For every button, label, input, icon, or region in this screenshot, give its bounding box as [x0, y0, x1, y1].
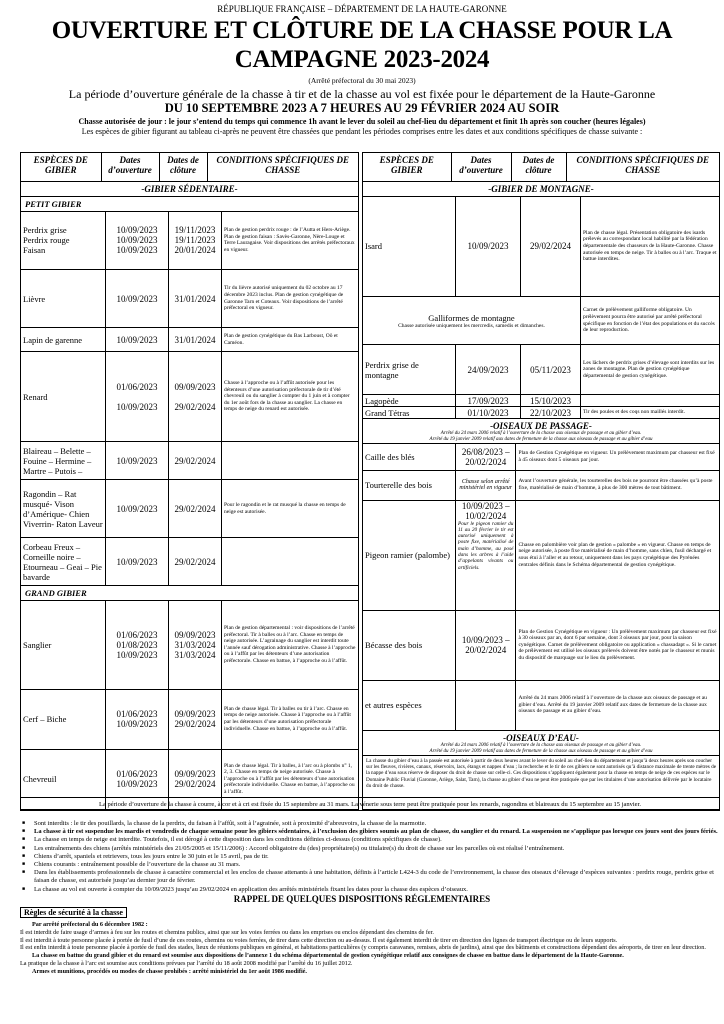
bullet-item: ■ Chiens courants : entraînement possible de l’ouverture de la chasse au 31 mars.	[22, 861, 722, 869]
table-row	[363, 297, 719, 345]
closing-date: 09/09/2023 29/02/2024	[169, 689, 222, 749]
closing-date: 29/02/2024	[169, 538, 222, 586]
grand-gibier-table	[21, 601, 358, 810]
section-eau: -OISEAUX D’EAU-	[503, 732, 579, 743]
conditions-cell: Plan de chasse légal. Présentation obligatoire des isards prélevés au correspondant local habilité par la fédération départementale des chasseurs de la Haute-Garonne. Chasse autorisée en temps de neige. Tir à balles ou à l’arc. Traque et battue interdites.	[581, 197, 720, 297]
intro-text: La période d’ouverture générale de la chasse à tir et de la chasse au vol est fixée pour le département de la Haute-Garonne	[68, 87, 656, 101]
montagne-table	[363, 197, 719, 420]
conditions-cell: Plan de gestion perdrix rouge : de l’Autta et Hers-Ariège. Plan de gestion faisan : Savès-Garonne, Nère-Louge et Terre Lauragaise. Voir dispositions des arrêtés préfectoraux en vigueur.	[222, 212, 359, 270]
period-dates: 10/09/2023 – 10/02/2024 Pour le pigeon ramier du 11 au 20 février le tir est autorisé uniquement à poste fixe, matérialisé de main d’homme, au posé dans les arbres à l’aide d’appelants vivants ou artificiels.	[456, 500, 516, 610]
conditions-cell: Plan de gestion départemental : voir dispositions de l’arrêté préfectoral. Tir à balles ou à l’arc. Chasse en temps de neige autorisée. L’agrainage du sanglier est interdit toute l’année sauf dérogation administrative. Chasse à l’approche ou à l’affût par les détenteurs d’une autorisation préfectorale. Chasse en battue, à l’approche ou à l’affût.	[222, 601, 359, 689]
conditions-cell: Avant l’ouverture générale, les tourterelles des bois ne pourront être chassées qu’à poste fixe, matérialisé de main d’homme, à plus de 300 mètres de tout bâtiment.	[516, 470, 719, 500]
petit-gibier-table	[21, 212, 358, 587]
col-conditions: CONDITIONS SPÉCIFIQUES DE CHASSE	[207, 153, 358, 181]
closing-date: 31/01/2024	[169, 328, 222, 352]
species-cell: Blaireau – Belette – Fouine – Hermine – Martre – Putois –	[21, 442, 106, 480]
pigeon-note: Pour le pigeon ramier du 11 au 20 février le tir est autorisé uniquement à poste fixe, matérialisé de main d’homme, au posé dans les arbres à l’aide d’appelants vivants ou artificiels.	[458, 520, 514, 571]
republic-line: RÉPUBLIQUE FRANÇAISE – DÉPARTEMENT DE LA HAUTE-GARONNE	[217, 4, 507, 14]
table-row	[21, 442, 358, 480]
rappel-heading: RAPPEL DE QUELQUES DISPOSITIONS RÉGLEMENTAIRES	[233, 894, 491, 904]
species-cell: Tourterelle des bois	[363, 470, 456, 500]
conditions-cell: Plan de Gestion Cynégétique en vigueur : Un prélèvement maximum par chasseur est fixé à 30 oiseaux par an, dont 6 par semaine, dont 3 oiseaux par jour, pour la saison cynégétique. Carnet de prélèvement obligatoire ou application « chassadapt ». Si le carnet de prélèvement est utilisé les oiseaux prélevés doivent être notés par le chasseur et munis du dispositif de marquage sur le lieu du prélèvement.	[516, 610, 719, 680]
period-dates: Chasse selon arrêté ministériel en vigueur	[456, 470, 516, 500]
period-dates	[456, 680, 516, 730]
opening-date: 10/09/2023	[106, 480, 169, 538]
species-cell: Caille des blés	[363, 444, 456, 470]
closing-date: 29/02/2024	[169, 480, 222, 538]
season-dates: DU 10 SEPTEMBRE 2023 A 7 HEURES AU 29 FÉVRIER 2024 AU SOIR	[164, 101, 560, 115]
opening-date: 10/09/2023	[456, 197, 521, 297]
species-cell: Perdrix grise de montagne	[363, 345, 456, 395]
table-row	[363, 444, 719, 470]
table-row	[21, 352, 358, 442]
opening-date: 24/09/2023	[456, 345, 521, 395]
table-row	[363, 407, 719, 419]
species-note: Les espèces de gibier figurant au tableau ci-après ne peuvent être chassées que pendant les périodes comprises entre les dates et aux conditions spécifiques de chasse suivante :	[81, 127, 643, 136]
closing-date: 19/11/2023 19/11/2023 20/01/2024	[169, 212, 222, 270]
main-title	[0, 16, 724, 74]
conditions-cell: Tir des poules et des coqs non maillés interdit.	[581, 407, 720, 419]
species-cell: Lapin de garenne	[21, 328, 106, 352]
table-row	[363, 345, 719, 395]
opening-date: 10/09/2023	[106, 538, 169, 586]
title-line-2: CAMPAGNE 2023-2024	[234, 46, 490, 73]
day-definition: Chasse autorisée de jour : le jour s’entend du temps qui commence 1h avant le lever du soleil au chef-lieu du département et finit 1h après son coucher (heures légales)	[78, 117, 646, 126]
closing-date: 09/09/2023 29/02/2024	[169, 749, 222, 809]
conditions-cell: Pour le ragondin et le rat musqué la chasse en temps de neige est autorisée.	[222, 480, 359, 538]
closing-date: 09/09/2023 31/03/2024 31/03/2024	[169, 601, 222, 689]
bullet-item: ■ La chasse à tir est suspendue les mardis et vendredis de chaque semaine pour les gibiers sédentaires, à l’exclusion des gibiers soumis au plan de chasse, du sanglier et du renard. La suspension ne s’applique pas lorsque ces jours sont des jours fériés.	[22, 828, 722, 836]
closing-date: 09/09/2023 29/02/2024	[169, 352, 222, 442]
bullet-list	[22, 820, 722, 894]
tables-area	[20, 152, 720, 810]
table-row	[363, 680, 719, 730]
species-cell: Ragondin – Rat musqué- Vison d’Amérique- Chien Viverrin- Raton Laveur	[21, 480, 106, 538]
section-montagne: -GIBIER DE MONTAGNE-	[363, 182, 719, 197]
section-passage: -OISEAUX DE PASSAGE-	[490, 421, 592, 431]
species-cell: Galliformes de montagne Chasse autorisée uniquement les mercredis, samedis et dimanches.	[363, 297, 581, 345]
table-row	[21, 328, 358, 352]
col-cloture-r: Dates de clôture	[511, 153, 566, 181]
conditions-cell	[222, 442, 359, 480]
section-petit-gibier: PETIT GIBIER	[21, 197, 358, 212]
section-grand-gibier: GRAND GIBIER	[21, 586, 358, 601]
species-cell: Pigeon ramier (palombe)	[363, 500, 456, 610]
opening-date: 01/06/2023 10/09/2023	[106, 689, 169, 749]
closing-date: 29/02/2024	[169, 442, 222, 480]
conditions-cell	[581, 395, 720, 407]
opening-date: 01/10/2023	[456, 407, 521, 419]
species-cell: Perdrix grise Perdrix rouge Faisan	[21, 212, 106, 270]
table-row	[363, 500, 719, 610]
galliformes-note: Chasse autorisée uniquement les mercredis, samedis et dimanches.	[398, 322, 545, 329]
conditions-cell: Tir du lièvre autorisé uniquement du 02 octobre au 17 décembre 2023 inclus. Plan de gestion cynégétique de Garonne Tarn et Coteaux. Voir dispositions de l’arrêté préfectoral en vigueur.	[222, 270, 359, 328]
opening-date: 01/06/2023 01/08/2023 10/09/2023	[106, 601, 169, 689]
closing-date: 05/11/2023	[521, 345, 581, 395]
table-row	[21, 270, 358, 328]
species-cell: Lagopède	[363, 395, 456, 407]
opening-date: 10/09/2023	[106, 270, 169, 328]
species-cell: Isard	[363, 197, 456, 297]
col-especes: ESPÈCES DE GIBIER	[21, 153, 101, 181]
conditions-cell: Chasse en palombière voir plan de gestion « palombe » en vigueur. Chasse en temps de neige autorisée, à poste fixe matérialisé de main d’homme, sans chien, fusil déchargé et sous étui à l’aller et au retour, uniquement dans les pays cynégétique des Pyrénées centrales définis dans le Schéma départemental de gestion cynégétique.	[516, 500, 719, 610]
bullet-item: ■ Chiens d’arrêt, spaniels et retrievers, tous les jours entre le 30 juin et le 15 avril, pas de tir.	[22, 853, 722, 861]
regle-line: Par arrêté préfectoral du 6 décembre 1982 :	[32, 921, 148, 928]
passage-note-2: Arrêté du 19 janvier 2009 relatif aux dates de fermeture de la chasse aux oiseaux de passage et au gibier d’eau	[363, 437, 719, 444]
closing-date: 29/02/2024	[521, 197, 581, 297]
closing-date: 22/10/2023	[521, 407, 581, 419]
col-ouverture: Dates d’ouverture	[101, 153, 159, 181]
eau-text: La chasse du gibier d’eau à la passée est autorisée à partir de deux heures avant le lever du soleil au chef-lieu du département et jusqu’à deux heures après son coucher sur les fleuves, rivières, canaux, réservoirs, lacs, étangs et nappes d’eau ; la recherche et le tir de ces gibiers ne sont autorisés qu’à distance maximale de trente mètres de la nappe d’eau sous réserve de disposer du droit de chasse sur celle-ci. Ces dispositions s’appliquent également pour la chasse en temps de neige de ces espèces sur le Domaine Public Fluvial (Garonne, Ariège, Salat, Tarn), la chasse au gibier d’eau ne peut être pratiquée que par les titulaires d’une autorisation délivrée par le locataire du droit de chasse.	[366, 757, 717, 790]
species-cell: et autres espèces	[363, 680, 456, 730]
col-cloture: Dates de clôture	[159, 153, 207, 181]
regle-line: La chasse en battue du grand gibier et du renard est soumise aux dispositions de l’annexe 1 du schéma départemental de gestion cynégétique relatif aux consignes de chasse en battue dans le département de la Haute-Garonne.	[32, 952, 624, 960]
species-cell: Chevreuil	[21, 749, 106, 809]
conditions-cell: Plan de chasse légal. Tir à balles ou tir à l’arc. Chasse en temps de neige autorisée. Chasse à l’approche ou à l’affût par les détenteurs d’une autorisation préfectorale individuelle. Chasse en battue, à l’approche ou à l’affût.	[222, 689, 359, 749]
regle-line: Il est interdit de faire usage d’armes à feu sur les routes et chemins publics, ainsi que sur les voies ferrées ou dans les emprises ou enclos dépendant des chemins de fer.	[20, 928, 434, 936]
table-row	[363, 197, 719, 297]
passage-note-1: Arrêté du 24 mars 2006 relatif à l’ouverture de la chasse aux oiseaux de passage et au gibier d’eau.	[440, 431, 642, 436]
decree-ref: (Arrêté préfectoral du 30 mai 2023)	[308, 76, 416, 85]
col-ouverture-r: Dates d’ouverture	[451, 153, 511, 181]
eau-note-2: Arrêté du 19 janvier 2009 relatif aux dates de fermeture de la chasse aux oiseaux de passage et au gibier d’eau	[363, 749, 719, 756]
regles-heading: Règles de sécurité à la chasse	[20, 907, 127, 918]
table-row	[363, 610, 719, 680]
species-cell: Bécasse des bois	[363, 610, 456, 680]
species-cell: Cerf – Biche	[21, 689, 106, 749]
table-row	[21, 689, 358, 749]
table-row	[21, 212, 358, 270]
opening-date: 10/09/2023 10/09/2023 10/09/2023	[106, 212, 169, 270]
species-cell: Lièvre	[21, 270, 106, 328]
right-header-table	[363, 153, 719, 182]
closing-date: 15/10/2023	[521, 395, 581, 407]
bullet-item: ■ Les entraînements des chiens (arrêtés ministériels des 21/05/2005 et 15/11/2006) : Accord obligatoire du (des) propriétaire(s) ou titulaire(s) du droit de chasse sur les parcelles où est réalisé l’entraînement.	[22, 845, 722, 853]
courre-footer: La période d’ouverture de la chasse à courre, à cor et à cri est fixée du 15 septembre au 31 mars. La vénerie sous terre peut être pratiquée pour les renards, ragondins et blaireaux du 15 septembre au 15 janvier.	[20, 797, 720, 811]
opening-date: 01/06/2023 10/09/2023	[106, 352, 169, 442]
col-especes-r: ESPÈCES DE GIBIER	[363, 153, 451, 181]
period-dates: 10/09/2023 – 20/02/2024	[456, 610, 516, 680]
opening-date: 01/06/2023 10/09/2023	[106, 749, 169, 809]
col-conditions-r: CONDITIONS SPÉCIFIQUES DE CHASSE	[566, 153, 719, 181]
conditions-cell: Les lâchers de perdrix grises d’élevage sont interdits sur les zones de montagne. Plan de gestion cynégétique départemental de gestion cynégétique.	[581, 345, 720, 395]
passage-table	[363, 444, 719, 731]
regle-line: La pratique de la chasse à l’arc est soumise aux conditions prévues par l’arrêté du 18 août 2008 modifié par l’arrêté du 16 juillet 2012.	[20, 959, 353, 967]
species-cell: Renard	[21, 352, 106, 442]
table-row	[363, 395, 719, 407]
table-row	[21, 480, 358, 538]
conditions-cell: Arrêté du 24 mars 2006 relatif à l’ouverture de la chasse aux oiseaux de passage et au gibier d’eau. Arrêté du 19 janvier 2009 relatif aux dates de fermeture de la chasse aux oiseaux de passage et au gibier d’eau.	[516, 680, 719, 730]
table-row	[21, 538, 358, 586]
opening-date: 10/09/2023	[106, 442, 169, 480]
eau-note-1: Arrêté du 24 mars 2006 relatif à l’ouverture de la chasse aux oiseaux de passage et au gibier d’eau.	[440, 742, 642, 748]
regle-line: Armes et munitions, procédés ou modes de chasse prohibés : arrêté ministériel du 1er août 1986 modifié.	[32, 967, 307, 975]
title-line-1: OUVERTURE ET CLÔTURE DE LA CHASSE POUR LA	[51, 17, 673, 44]
table-row	[21, 601, 358, 689]
conditions-cell: Plan de Gestion Cynégétique en vigueur. Un prélèvement maximum par chasseur est fixé à 45 oiseaux dont 5 oiseaux par jour.	[516, 444, 719, 470]
left-header-table	[21, 153, 358, 182]
right-table	[362, 152, 720, 810]
conditions-cell: Plan de chasse légal. Tir à balles, à l’arc ou à plombs n° 1, 2, 3. Chasse en temps de neige autorisée. Chasse à l’approche ou à l’affût par les détenteurs d’une autorisation préfectorale individuelle. Chasse en battue, à l’approche ou à l’affût.	[222, 749, 359, 809]
table-row	[363, 470, 719, 500]
regle-line: Il est interdit à toute personne placée à portée de fusil d’une de ces routes, chemins ou voies ferrées, de tirer dans cette direction ou au-dessus. Il est également interdit de tirer en direction des lignes de transport électrique ou de leurs supports.	[20, 936, 618, 944]
section-sedentaire: -GIBIER SÉDENTAIRE-	[21, 182, 358, 197]
regles-text	[20, 921, 720, 976]
bullet-item: ■ La chasse au vol est ouverte à compter du 10/09/2023 jusqu’au 29/02/2024 en application des arrêtés ministériels fixant les dates pour la chasse des espèces d’oiseaux.	[22, 886, 722, 894]
period-dates: 26/08/2023 – 20/02/2024	[456, 444, 516, 470]
conditions-cell: Plan de gestion cynégétique du Bas Larboust, Oô et Caméon.	[222, 328, 359, 352]
species-cell: Corbeau Freux – Corneille noire – Etourneau – Geai – Pie bavarde	[21, 538, 106, 586]
species-cell: Grand Tétras	[363, 407, 456, 419]
opening-date: 10/09/2023	[106, 328, 169, 352]
conditions-cell	[222, 538, 359, 586]
opening-date: 17/09/2023	[456, 395, 521, 407]
species-cell: Sanglier	[21, 601, 106, 689]
left-table	[20, 152, 359, 810]
bullet-item: ■ La chasse en temps de neige est interdite. Toutefois, il est dérogé à cette disposition dans les conditions définies ci-dessus (conditions spécifiques de chasse).	[22, 836, 722, 844]
closing-date: 31/01/2024	[169, 270, 222, 328]
conditions-cell: Carnet de prélèvement galliforme obligatoire. Un prélèvement pourra être autorisé par arrêté préfectoral spécifique en fonction de l’état des populations et du succès de leur reproduction.	[581, 297, 720, 345]
bullet-item: ■ Sont interdits : le tir des pouillards, la chasse de la perdrix, du faisan à l’affût, soit à l’agrainée, soit à proximité d’abreuvoirs, la chasse de la marmotte.	[22, 820, 722, 828]
bullet-item: ■ Dans les établissements professionnels de chasse à caractère commercial et les enclos de chasse attenants à une habitation, définis à l’article L424-3 du code de l’environnement, la chasse des oiseaux d’élevage d’espèces suivantes : perdrix rouge, perdrix grise et faisan de chasse, est autorisée jusqu’au dernier jour de février.	[22, 869, 722, 885]
conditions-cell: Chasse à l’approche ou à l’affût autorisée pour les détenteurs d’une autorisation préfectorale de tir d’été chevreuil ou du sanglier à compter du 1 juin et à compter du 1er août fors de la chasse au sanglier. La chasse en temps de neige du renard est autorisée.	[222, 352, 359, 442]
regle-line: Il est enfin interdit à toute personne placée à portée de fusil des stades, lieux de réunions publiques en général, et habitations particulières (y compris caravanes, remises, abris de jardins), ainsi que des bâtiments et constructions dépendant des aéroports, de tirer en leur direction.	[20, 944, 706, 952]
